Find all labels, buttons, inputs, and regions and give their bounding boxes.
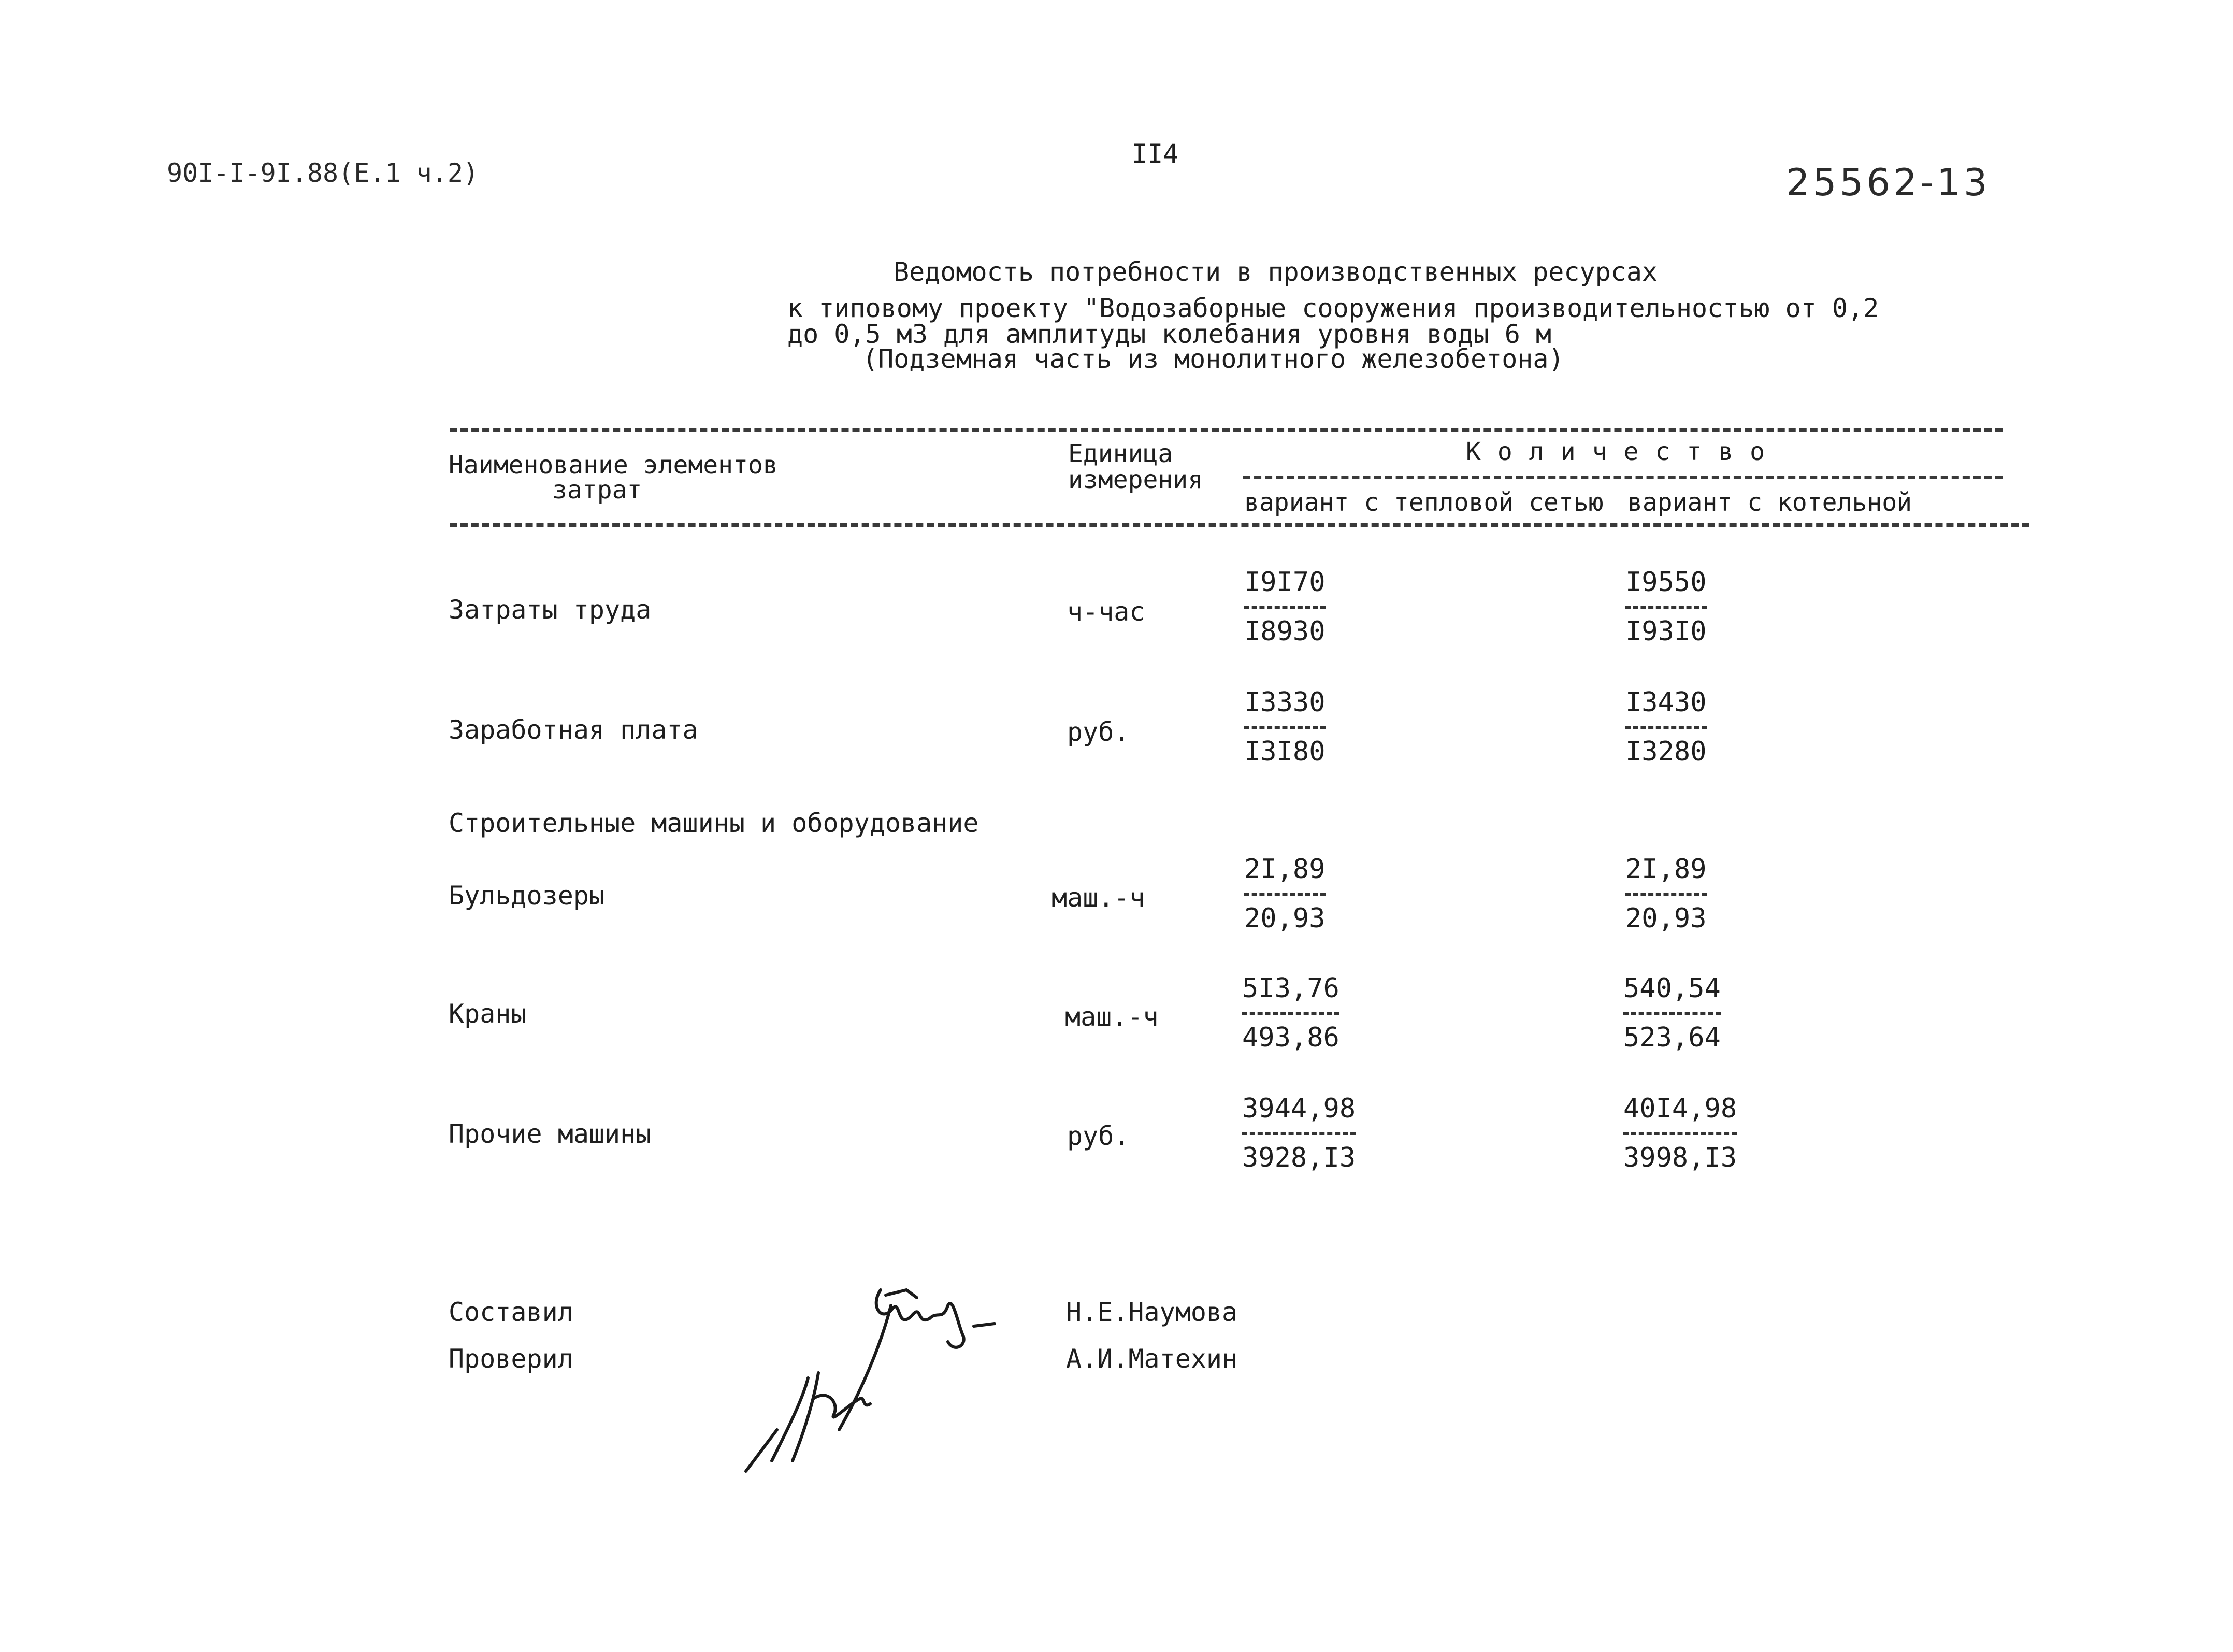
fraction-bar — [1623, 1012, 1721, 1015]
value-bottom: 493,86 — [1242, 1022, 1339, 1053]
checked-label: Проверил — [449, 1344, 573, 1374]
document-code: 90I-I-9I.88(Е.1 ч.2) — [167, 158, 479, 188]
handwritten-signature — [684, 1274, 1046, 1482]
value-top: 540,54 — [1623, 973, 1721, 1004]
table-row-label: Бульдозеры — [449, 881, 605, 911]
value-top: 2I,89 — [1625, 854, 1707, 885]
header-variant-1: вариант с тепловой сетью — [1244, 488, 1604, 517]
table-row-label: Затраты труда — [449, 595, 652, 625]
fraction-bar — [1625, 893, 1707, 896]
value-top: 5I3,76 — [1242, 973, 1339, 1004]
value-fraction — [1625, 569, 1707, 645]
header-quantity: Количество — [1466, 437, 1781, 466]
fraction-bar — [1242, 1012, 1339, 1015]
value-fraction — [1623, 975, 1721, 1051]
value-top: I9I70 — [1244, 567, 1326, 598]
header-bottom-rule — [450, 523, 2029, 527]
table-row-unit: маш.-ч — [1051, 883, 1145, 913]
compiled-label: Составил — [449, 1297, 573, 1327]
table-top-rule — [450, 428, 2003, 432]
header-unit-line-1: Единица — [1068, 439, 1173, 468]
value-bottom: 20,93 — [1625, 903, 1707, 934]
title-line-3: до 0,5 м3 для амплитуды колебания уровня воды 6 м — [787, 319, 1552, 349]
value-fraction — [1242, 975, 1339, 1051]
table-row-unit: руб. — [1067, 1121, 1130, 1151]
compiled-name: Н.Е.Наумова — [1066, 1297, 1238, 1327]
value-fraction — [1244, 689, 1326, 765]
value-bottom: I3I80 — [1244, 736, 1326, 767]
table-row-label: Заработная плата — [449, 715, 698, 745]
value-fraction — [1625, 856, 1707, 932]
handwritten-number: 25562-13 — [1786, 161, 1991, 204]
value-top: I3430 — [1625, 687, 1707, 718]
value-top: I3330 — [1244, 687, 1326, 718]
fraction-bar — [1242, 1132, 1356, 1135]
value-bottom: 3998,I3 — [1623, 1142, 1737, 1173]
title-line-1: Ведомость потребности в производственных ресурсах — [894, 257, 1658, 287]
fraction-bar — [1625, 726, 1707, 729]
value-top: I9550 — [1625, 567, 1707, 598]
page-number: II4 — [1132, 139, 1179, 169]
value-top: 40I4,98 — [1623, 1093, 1737, 1124]
value-fraction — [1242, 1095, 1356, 1171]
header-name-line-2: затрат — [552, 476, 642, 505]
header-unit-line-2: измерения — [1068, 465, 1203, 494]
value-bottom: I8930 — [1244, 616, 1326, 647]
fraction-bar — [1244, 726, 1326, 729]
fraction-bar — [1244, 893, 1326, 896]
value-fraction — [1244, 569, 1326, 645]
value-bottom: I3280 — [1625, 736, 1707, 767]
value-fraction — [1623, 1095, 1737, 1171]
value-fraction — [1244, 856, 1326, 932]
checked-name: А.И.Матехин — [1066, 1344, 1238, 1374]
header-variant-2: вариант с котельной — [1627, 488, 1912, 517]
table-row-unit: маш.-ч — [1065, 1002, 1159, 1032]
table-row-label: Краны — [449, 999, 527, 1029]
value-fraction — [1625, 689, 1707, 765]
value-bottom: I93I0 — [1625, 616, 1707, 647]
title-line-4: (Подземная часть из монолитного железобетона) — [862, 344, 1564, 374]
value-bottom: 20,93 — [1244, 903, 1326, 934]
table-row-label: Прочие машины — [449, 1119, 652, 1149]
value-top: 2I,89 — [1244, 854, 1326, 885]
fraction-bar — [1244, 606, 1326, 609]
value-bottom: 523,64 — [1623, 1022, 1721, 1053]
table-row-unit: ч-час — [1067, 597, 1145, 627]
value-top: 3944,98 — [1242, 1093, 1356, 1124]
quantity-sub-rule — [1243, 476, 2003, 479]
table-row-unit: руб. — [1067, 717, 1130, 747]
fraction-bar — [1623, 1132, 1737, 1135]
title-line-2: к типовому проекту "Водозаборные сооружения производительностью от 0,2 — [787, 293, 1879, 323]
fraction-bar — [1625, 606, 1707, 609]
value-bottom: 3928,I3 — [1242, 1142, 1356, 1173]
section-title: Строительные машины и оборудование — [449, 808, 979, 838]
header-name-line-1: Наименование элементов — [449, 451, 778, 480]
